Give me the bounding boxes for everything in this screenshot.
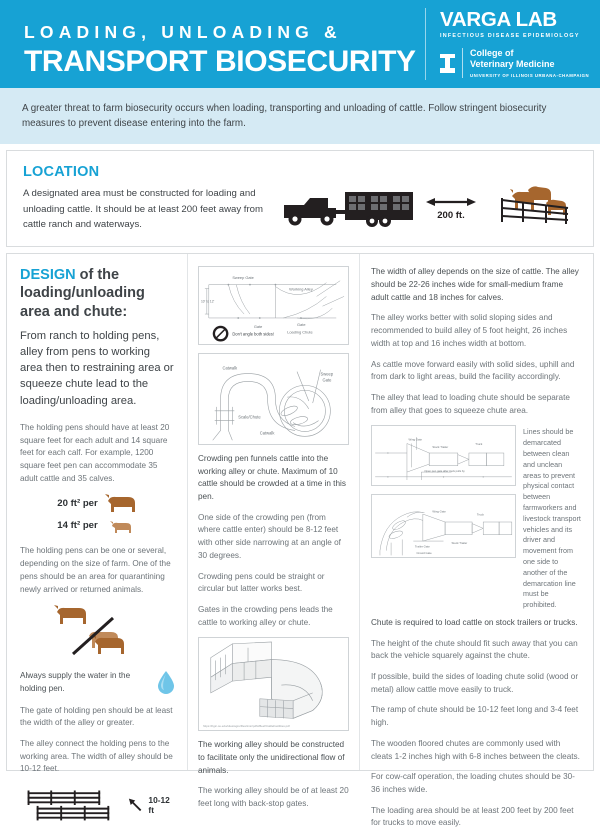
location-title: LOCATION bbox=[23, 164, 100, 181]
design-title-highlight: DESIGN bbox=[20, 267, 76, 284]
logo-divider bbox=[462, 48, 463, 78]
diagram-straight-loading bbox=[371, 425, 516, 486]
varga-lab-logo bbox=[440, 7, 600, 40]
diagram2-catwalk-bottom-label: Catwalk bbox=[259, 430, 275, 436]
diagram2-sweep-gate-label: Sweep bbox=[320, 371, 334, 377]
diagram-curved-loading bbox=[371, 494, 516, 558]
diagram-3d-crowding-pen bbox=[198, 637, 349, 731]
location-section bbox=[6, 150, 594, 247]
diagram3-truck-label: Truck bbox=[475, 442, 483, 447]
college-line-1: College of bbox=[470, 48, 514, 59]
water-supply-row bbox=[20, 670, 175, 695]
diagram2-catwalk-top-label: Catwalk bbox=[222, 365, 238, 371]
crowding-pen-3d-svg bbox=[199, 638, 348, 724]
design-right-column bbox=[359, 254, 593, 828]
design-title-rest: of the loading/unloading area and chute: bbox=[20, 267, 145, 320]
right-paragraph-2: The alley works better with solid sloping sides and recommended to build alley of 5 foot height, 26 inches width at top and 16 inches width at bottom. bbox=[371, 313, 568, 348]
truck-distance-pen-graphic bbox=[280, 178, 570, 234]
holding-pens-paragraph: The holding pens should have at least 20 square feet for each adult and 14 square feet for each calf. For example, 1200 square feet pen can accommodate 35 adult cattle and 35 calves. bbox=[20, 422, 170, 483]
design-title bbox=[20, 266, 175, 320]
header-titles bbox=[0, 0, 425, 88]
right-paragraph-4: The alley that lead to loading chute should be separate from alley that goes to squeeze chute area. bbox=[371, 392, 570, 415]
diagram1-no-angle-label: Don't angle both sides! bbox=[232, 331, 275, 337]
quarantine-separation-icon bbox=[43, 604, 153, 660]
diagram-circular-crowding-pen bbox=[198, 353, 349, 445]
working-alley-paragraph-1: The working alley should be constructed to facilitate only the unidirectional flow of animals. bbox=[198, 740, 345, 775]
alley-fence-icon bbox=[24, 784, 122, 826]
calf-icon bbox=[104, 515, 138, 535]
varga-lab-name: VARGA LAB bbox=[440, 7, 557, 31]
design-middle-column bbox=[187, 254, 359, 809]
diagram1-working-alley-label: Working Alley bbox=[289, 286, 313, 292]
crowding-paragraph-4: Gates in the crowding pens leads the cattle to working alley or chute. bbox=[198, 605, 333, 627]
distance-label: 200 ft. bbox=[437, 210, 465, 222]
college-logo bbox=[440, 48, 600, 78]
crowding-paragraph-3: Crowding pens could be straight or circular but latter works best. bbox=[198, 571, 325, 594]
demarcation-note: Lines should be demarcated between clean and unclean areas to prevent physical contact between farmworkers and livestock transport vehicles and its driver and movement from one side to another of the demarcation line must be prohibited. bbox=[523, 427, 581, 610]
diagram1-gate-label: Gate bbox=[253, 324, 263, 330]
design-section bbox=[6, 253, 594, 828]
page-title: TRANSPORT BIOSECURITY bbox=[24, 44, 416, 78]
diagram1-sweep-gate-label: Sweep Gate bbox=[232, 275, 254, 281]
diagram-working-alley bbox=[198, 266, 349, 344]
water-drop-icon bbox=[157, 670, 175, 694]
water-paragraph: Always supply the water in the holding pen. bbox=[20, 671, 131, 693]
pickup-truck-icon bbox=[284, 198, 345, 226]
diagram4-crowd-gate-label: Crowd Gate bbox=[416, 550, 432, 555]
location-body: A designated area must be constructed for loading and unloading cattle. It should be at least 200 feet away from cattle ranch and waterways. bbox=[23, 188, 263, 231]
diagram3-open-pen-label: Open pen gate after truck pulls by bbox=[424, 470, 465, 474]
diagram4-wing-gate-label: Wing Gate bbox=[432, 509, 446, 514]
page-header bbox=[0, 0, 600, 88]
alley-width-label: 10-12 ft bbox=[148, 795, 170, 816]
chute-paragraph-5: The wooden floored chutes are commonly used with cleats 1-2 inches high with 6-8 inches between the cleats. bbox=[371, 738, 580, 761]
right-paragraph-3: As cattle move forward easily with solid sides, uphill and from dark to light areas, build the facility accordingly. bbox=[371, 359, 575, 382]
diagram2-sweep-gate-label2: Gate bbox=[322, 377, 332, 383]
chute-paragraph-4: The ramp of chute should be 10-12 feet long and 3-4 feet high. bbox=[371, 705, 579, 728]
gate-paragraph: The gate of holding pen should be at least the width of the alley or greater. bbox=[20, 705, 173, 728]
chute-paragraph-1: Chute is required to load cattle on stock trailers or trucks. bbox=[371, 617, 578, 627]
chute-paragraph-2: The height of the chute should fit such away that you can back the vehicle squarely against the chute. bbox=[371, 638, 578, 661]
circular-pen-layout-svg bbox=[199, 354, 348, 444]
working-alley-paragraph-2: The working alley should be of at least 20 feet long with back-stop gates. bbox=[198, 786, 349, 809]
chute-paragraph-3: If possible, build the sides of loading chute solid (wood or metal) allow cattle move easily to truck. bbox=[371, 672, 579, 694]
working-alley-layout-svg bbox=[199, 267, 348, 343]
crowding-paragraph-1: Crowding pen funnels cattle into the working alley or chute. Maximum of 10 cattle should be crowded at a time in this pen. bbox=[198, 453, 346, 502]
loading-diagrams-row bbox=[371, 425, 581, 611]
space-requirement-block bbox=[20, 493, 175, 535]
cow-icon bbox=[104, 493, 138, 513]
straight-loading-svg bbox=[372, 426, 515, 485]
stock-trailer-icon bbox=[345, 192, 413, 227]
design-left-column bbox=[7, 254, 187, 816]
diagram1-dimension-label: 10' to 12' bbox=[200, 299, 215, 304]
diagram-source-url: https://hgic.ou.edu/sites/agre/files/imsr/pdfs/Beef/CattleFacilities.pdf bbox=[203, 723, 290, 728]
header-kicker: LOADING, UNLOADING & bbox=[24, 22, 342, 43]
location-illustration bbox=[273, 164, 577, 234]
alley-illustration bbox=[24, 784, 175, 826]
location-text-block bbox=[23, 164, 273, 233]
diagram1-loading-chute-label: Loading Chute bbox=[287, 329, 313, 335]
header-logo bbox=[425, 8, 600, 80]
diagram3-wing-gate-label: Wing Gate bbox=[408, 437, 422, 442]
no-angle-badge-icon bbox=[213, 326, 229, 342]
college-line-2: Veterinary Medicine bbox=[470, 59, 555, 70]
quarantine-illustration bbox=[20, 604, 175, 660]
cattle-pen-icon bbox=[502, 187, 568, 225]
crowding-paragraph-2: One side of the crowding pen (from where cattle enter) should be 8-12 feet with other side narrowing at an angle of 30 degrees. bbox=[198, 512, 341, 560]
varga-lab-tagline: INFECTIOUS DISEASE EPIDEMIOLOGY bbox=[440, 33, 580, 40]
design-lead: From ranch to holding pens, alley from pens to working area then to restraining area or squeeze chute lead to the loading/unloading area. bbox=[20, 329, 174, 407]
adult-space-row bbox=[20, 493, 175, 513]
university-name: UNIVERSITY OF ILLINOIS URBANA-CHAMPAIGN bbox=[470, 73, 590, 79]
pens-count-paragraph: The holding pens can be one or several, depending on the size of farm. One of the pens should be an area for quarantining newly arrived or returned animals. bbox=[20, 546, 171, 594]
alley-paragraph: The alley connect the holding pens to the working area. The width of alley should be 10-12 feet. bbox=[20, 739, 173, 774]
diagram4-truck-label: Truck bbox=[476, 512, 484, 517]
college-name bbox=[470, 48, 589, 78]
chute-paragraph-7: The loading area should be at least 200 feet by 200 feet for trucks to move easily. bbox=[371, 805, 574, 828]
calf-space-row bbox=[20, 515, 175, 535]
diagram4-trailer-gate-label: Trailer Gate bbox=[414, 544, 430, 549]
diagram4-stock-trailer-label: Stock Trailer bbox=[451, 541, 468, 546]
diagram3-stock-trailer-label: Stock Trailer bbox=[432, 445, 449, 450]
curved-loading-svg bbox=[372, 495, 515, 557]
diagram2-scale-chute-label: Scale/Chute bbox=[238, 414, 261, 420]
distance-arrow-icon bbox=[426, 198, 476, 206]
diagram1-gate2-label: Gate bbox=[297, 322, 306, 328]
chute-paragraph-6: For cow-calf operation, the loading chutes should be 30-36 inches wide. bbox=[371, 772, 575, 794]
block-i-icon bbox=[440, 54, 455, 73]
loading-diagram-stack bbox=[371, 425, 516, 566]
calf-space-label: 14 ft² per bbox=[57, 519, 98, 531]
measure-arrow-icon bbox=[128, 797, 143, 813]
intro-band: A greater threat to farm biosecurity occurs when loading, transporting and unloading of cattle. Follow stringent biosecurity measures to prevent disease entering into the farm. bbox=[0, 88, 600, 144]
right-paragraph-1: The width of alley depends on the size of cattle. The alley should be 22-26 inches wide for small-medium frame adult cattle and 18 inches for calves. bbox=[371, 267, 579, 302]
adult-space-label: 20 ft² per bbox=[57, 497, 98, 509]
